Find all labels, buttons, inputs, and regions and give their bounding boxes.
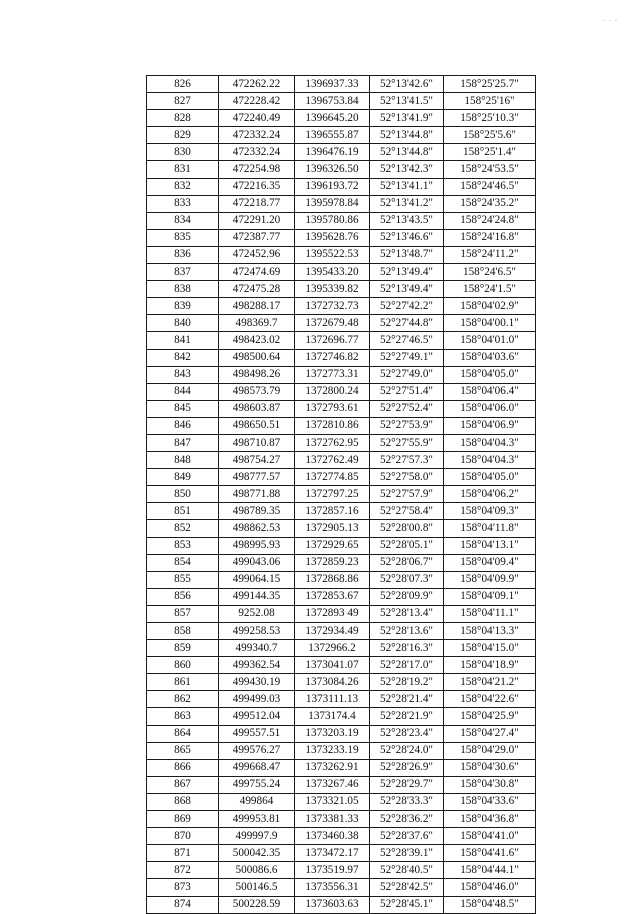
table-row (147, 434, 536, 451)
latitude-cell: 52°27'58.4" (370, 503, 444, 520)
longitude-cell: 158°04'00.1" (444, 315, 536, 332)
latitude-cell: 52°13'41.2" (370, 195, 444, 212)
y-coordinate-cell: 1373174.4 (295, 708, 370, 725)
point-number-cell: 838 (147, 281, 219, 298)
longitude-cell: 158°24'11.2" (444, 246, 536, 263)
point-number-cell: 830 (147, 144, 219, 161)
x-coordinate-cell: 498650.51 (219, 417, 295, 434)
table-row (147, 298, 536, 315)
y-coordinate-cell: 1396476.19 (295, 144, 370, 161)
y-coordinate-cell: 1372929.65 (295, 537, 370, 554)
x-coordinate-cell: 500086.6 (219, 862, 295, 879)
point-number-cell: 853 (147, 537, 219, 554)
latitude-cell: 52°27'46.5" (370, 332, 444, 349)
x-coordinate-cell: 500146.5 (219, 879, 295, 896)
x-coordinate-cell: 9252.08 (219, 605, 295, 622)
latitude-cell: 52°13'43.5" (370, 212, 444, 229)
y-coordinate-cell: 1372793.61 (295, 400, 370, 417)
table-row (147, 725, 536, 742)
table-row (147, 315, 536, 332)
corner-mark: . . . (603, 14, 618, 23)
x-coordinate-cell: 499064.15 (219, 571, 295, 588)
latitude-cell: 52°27'49.0" (370, 366, 444, 383)
y-coordinate-cell: 1372934.49 (295, 623, 370, 640)
latitude-cell: 52°28'24.0" (370, 742, 444, 759)
x-coordinate-cell: 498423.02 (219, 332, 295, 349)
x-coordinate-cell: 498288.17 (219, 298, 295, 315)
point-number-cell: 843 (147, 366, 219, 383)
longitude-cell: 158°04'15.0" (444, 640, 536, 657)
longitude-cell: 158°25'10.3" (444, 110, 536, 127)
latitude-cell: 52°27'49.1" (370, 349, 444, 366)
coordinates-table-body (147, 76, 536, 914)
x-coordinate-cell: 499755.24 (219, 776, 295, 793)
longitude-cell: 158°25'5.6" (444, 127, 536, 144)
table-row (147, 811, 536, 828)
longitude-cell: 158°04'06.4" (444, 383, 536, 400)
latitude-cell: 52°27'51.4" (370, 383, 444, 400)
table-row (147, 452, 536, 469)
latitude-cell: 52°28'06.7" (370, 554, 444, 571)
longitude-cell: 158°04'05.0" (444, 366, 536, 383)
latitude-cell: 52°28'13.6" (370, 623, 444, 640)
point-number-cell: 841 (147, 332, 219, 349)
x-coordinate-cell: 472387.77 (219, 229, 295, 246)
latitude-cell: 52°28'39.1" (370, 845, 444, 862)
point-number-cell: 857 (147, 605, 219, 622)
table-row (147, 366, 536, 383)
longitude-cell: 158°25'16" (444, 93, 536, 110)
latitude-cell: 52°28'29.7" (370, 776, 444, 793)
y-coordinate-cell: 1395339.82 (295, 281, 370, 298)
longitude-cell: 158°04'04.3" (444, 434, 536, 451)
y-coordinate-cell: 1372773.31 (295, 366, 370, 383)
latitude-cell: 52°13'42.6" (370, 76, 444, 93)
x-coordinate-cell: 498603.87 (219, 400, 295, 417)
x-coordinate-cell: 472474.69 (219, 264, 295, 281)
table-row (147, 828, 536, 845)
point-number-cell: 834 (147, 212, 219, 229)
latitude-cell: 52°28'21.9" (370, 708, 444, 725)
x-coordinate-cell: 499362.54 (219, 657, 295, 674)
latitude-cell: 52°13'46.6" (370, 229, 444, 246)
latitude-cell: 52°27'53.9" (370, 417, 444, 434)
y-coordinate-cell: 1372732.73 (295, 298, 370, 315)
x-coordinate-cell: 499997.9 (219, 828, 295, 845)
x-coordinate-cell: 498777.57 (219, 469, 295, 486)
longitude-cell: 158°04'21.2" (444, 674, 536, 691)
latitude-cell: 52°13'41.5" (370, 93, 444, 110)
y-coordinate-cell: 1373111.13 (295, 691, 370, 708)
y-coordinate-cell: 1372800.24 (295, 383, 370, 400)
latitude-cell: 52°28'45.1" (370, 896, 444, 913)
y-coordinate-cell: 1373321.05 (295, 793, 370, 810)
latitude-cell: 52°28'36.2" (370, 811, 444, 828)
point-number-cell: 837 (147, 264, 219, 281)
x-coordinate-cell: 500042.35 (219, 845, 295, 862)
table-row (147, 195, 536, 212)
y-coordinate-cell: 1396753.84 (295, 93, 370, 110)
x-coordinate-cell: 498710.87 (219, 434, 295, 451)
point-number-cell: 860 (147, 657, 219, 674)
table-row (147, 161, 536, 178)
x-coordinate-cell: 499576.27 (219, 742, 295, 759)
longitude-cell: 158°04'11.1" (444, 605, 536, 622)
y-coordinate-cell: 1395628.76 (295, 229, 370, 246)
y-coordinate-cell: 1373556.31 (295, 879, 370, 896)
point-number-cell: 829 (147, 127, 219, 144)
point-number-cell: 836 (147, 246, 219, 263)
table-row (147, 742, 536, 759)
latitude-cell: 52°28'19.2" (370, 674, 444, 691)
latitude-cell: 52°28'42.5" (370, 879, 444, 896)
y-coordinate-cell: 1372797.25 (295, 486, 370, 503)
longitude-cell: 158°24'16.8" (444, 229, 536, 246)
y-coordinate-cell: 1373381.33 (295, 811, 370, 828)
y-coordinate-cell: 1396555.87 (295, 127, 370, 144)
y-coordinate-cell: 1373519.97 (295, 862, 370, 879)
y-coordinate-cell: 1372762.49 (295, 452, 370, 469)
table-row (147, 845, 536, 862)
x-coordinate-cell: 472262.22 (219, 76, 295, 93)
y-coordinate-cell: 1396645.20 (295, 110, 370, 127)
longitude-cell: 158°04'48.5" (444, 896, 536, 913)
longitude-cell: 158°04'06.0" (444, 400, 536, 417)
latitude-cell: 52°28'00.8" (370, 520, 444, 537)
longitude-cell: 158°04'18.9" (444, 657, 536, 674)
latitude-cell: 52°13'49.4" (370, 281, 444, 298)
longitude-cell: 158°04'04.3" (444, 452, 536, 469)
latitude-cell: 52°27'44.8" (370, 315, 444, 332)
x-coordinate-cell: 499953.81 (219, 811, 295, 828)
point-number-cell: 832 (147, 178, 219, 195)
longitude-cell: 158°04'33.6" (444, 793, 536, 810)
y-coordinate-cell: 1373460.38 (295, 828, 370, 845)
table-row (147, 281, 536, 298)
y-coordinate-cell: 1396326.50 (295, 161, 370, 178)
x-coordinate-cell: 498369.7 (219, 315, 295, 332)
latitude-cell: 52°13'41.9" (370, 110, 444, 127)
longitude-cell: 158°04'29.0" (444, 742, 536, 759)
table-row (147, 571, 536, 588)
table-row (147, 264, 536, 281)
x-coordinate-cell: 499512.04 (219, 708, 295, 725)
point-number-cell: 844 (147, 383, 219, 400)
table-row (147, 537, 536, 554)
latitude-cell: 52°28'23.4" (370, 725, 444, 742)
x-coordinate-cell: 499430.19 (219, 674, 295, 691)
table-row (147, 640, 536, 657)
latitude-cell: 52°28'21.4" (370, 691, 444, 708)
y-coordinate-cell: 1372853.67 (295, 588, 370, 605)
longitude-cell: 158°04'09.3" (444, 503, 536, 520)
x-coordinate-cell: 498862.53 (219, 520, 295, 537)
point-number-cell: 847 (147, 434, 219, 451)
y-coordinate-cell: 1373603.63 (295, 896, 370, 913)
point-number-cell: 835 (147, 229, 219, 246)
table-row (147, 110, 536, 127)
x-coordinate-cell: 472452.96 (219, 246, 295, 263)
x-coordinate-cell: 498771.88 (219, 486, 295, 503)
longitude-cell: 158°24'46.5" (444, 178, 536, 195)
x-coordinate-cell: 499144.35 (219, 588, 295, 605)
longitude-cell: 158°04'36.8" (444, 811, 536, 828)
longitude-cell: 158°04'03.6" (444, 349, 536, 366)
longitude-cell: 158°04'05.0" (444, 469, 536, 486)
point-number-cell: 850 (147, 486, 219, 503)
y-coordinate-cell: 1373203.19 (295, 725, 370, 742)
point-number-cell: 828 (147, 110, 219, 127)
x-coordinate-cell: 499340.7 (219, 640, 295, 657)
latitude-cell: 52°28'09.9" (370, 588, 444, 605)
point-number-cell: 866 (147, 759, 219, 776)
y-coordinate-cell: 1372696.77 (295, 332, 370, 349)
x-coordinate-cell: 498498.26 (219, 366, 295, 383)
table-row (147, 674, 536, 691)
x-coordinate-cell: 499557.51 (219, 725, 295, 742)
point-number-cell: 873 (147, 879, 219, 896)
point-number-cell: 851 (147, 503, 219, 520)
point-number-cell: 858 (147, 623, 219, 640)
coordinates-table (146, 75, 536, 914)
table-row (147, 793, 536, 810)
point-number-cell: 856 (147, 588, 219, 605)
table-row (147, 862, 536, 879)
x-coordinate-cell: 499499.03 (219, 691, 295, 708)
table-row (147, 588, 536, 605)
point-number-cell: 849 (147, 469, 219, 486)
x-coordinate-cell: 472475.28 (219, 281, 295, 298)
point-number-cell: 868 (147, 793, 219, 810)
longitude-cell: 158°24'53.5" (444, 161, 536, 178)
x-coordinate-cell: 472240.49 (219, 110, 295, 127)
longitude-cell: 158°04'41.0" (444, 828, 536, 845)
point-number-cell: 871 (147, 845, 219, 862)
point-number-cell: 827 (147, 93, 219, 110)
point-number-cell: 826 (147, 76, 219, 93)
point-number-cell: 869 (147, 811, 219, 828)
latitude-cell: 52°13'49.4" (370, 264, 444, 281)
table-row (147, 144, 536, 161)
y-coordinate-cell: 1373262.91 (295, 759, 370, 776)
x-coordinate-cell: 472216.35 (219, 178, 295, 195)
y-coordinate-cell: 1372868.86 (295, 571, 370, 588)
x-coordinate-cell: 498789.35 (219, 503, 295, 520)
table-row (147, 332, 536, 349)
table-row (147, 383, 536, 400)
y-coordinate-cell: 1372810.86 (295, 417, 370, 434)
point-number-cell: 874 (147, 896, 219, 913)
longitude-cell: 158°04'27.4" (444, 725, 536, 742)
table-row (147, 178, 536, 195)
x-coordinate-cell: 498500.64 (219, 349, 295, 366)
point-number-cell: 861 (147, 674, 219, 691)
x-coordinate-cell: 499864 (219, 793, 295, 810)
latitude-cell: 52°28'40.5" (370, 862, 444, 879)
x-coordinate-cell: 472228.42 (219, 93, 295, 110)
longitude-cell: 158°04'22.6" (444, 691, 536, 708)
x-coordinate-cell: 499258.53 (219, 623, 295, 640)
longitude-cell: 158°24'35.2" (444, 195, 536, 212)
latitude-cell: 52°13'42.3" (370, 161, 444, 178)
x-coordinate-cell: 472254.98 (219, 161, 295, 178)
longitude-cell: 158°24'1.5" (444, 281, 536, 298)
longitude-cell: 158°25'25.7" (444, 76, 536, 93)
point-number-cell: 839 (147, 298, 219, 315)
latitude-cell: 52°13'44.8" (370, 144, 444, 161)
y-coordinate-cell: 1372746.82 (295, 349, 370, 366)
latitude-cell: 52°28'07.3" (370, 571, 444, 588)
latitude-cell: 52°27'58.0" (370, 469, 444, 486)
table-row (147, 879, 536, 896)
x-coordinate-cell: 498754.27 (219, 452, 295, 469)
point-number-cell: 845 (147, 400, 219, 417)
y-coordinate-cell: 1372966.2 (295, 640, 370, 657)
point-number-cell: 846 (147, 417, 219, 434)
latitude-cell: 52°27'42.2" (370, 298, 444, 315)
latitude-cell: 52°28'26.9" (370, 759, 444, 776)
y-coordinate-cell: 1372859.23 (295, 554, 370, 571)
longitude-cell: 158°24'24.8" (444, 212, 536, 229)
longitude-cell: 158°04'11.8" (444, 520, 536, 537)
table-row (147, 400, 536, 417)
latitude-cell: 52°28'37.6" (370, 828, 444, 845)
table-row (147, 246, 536, 263)
table-row (147, 520, 536, 537)
latitude-cell: 52°27'55.9" (370, 434, 444, 451)
table-row (147, 349, 536, 366)
longitude-cell: 158°04'13.3" (444, 623, 536, 640)
longitude-cell: 158°04'06.9" (444, 417, 536, 434)
y-coordinate-cell: 1395433.20 (295, 264, 370, 281)
x-coordinate-cell: 498995.93 (219, 537, 295, 554)
y-coordinate-cell: 1395780.86 (295, 212, 370, 229)
table-row (147, 93, 536, 110)
point-number-cell: 833 (147, 195, 219, 212)
table-row (147, 76, 536, 93)
longitude-cell: 158°04'09.1" (444, 588, 536, 605)
table-row (147, 486, 536, 503)
y-coordinate-cell: 1373267.46 (295, 776, 370, 793)
table-row (147, 469, 536, 486)
point-number-cell: 855 (147, 571, 219, 588)
longitude-cell: 158°04'13.1" (444, 537, 536, 554)
longitude-cell: 158°04'41.6" (444, 845, 536, 862)
y-coordinate-cell: 1395522.53 (295, 246, 370, 263)
latitude-cell: 52°28'13.4" (370, 605, 444, 622)
table-row (147, 691, 536, 708)
table-row (147, 127, 536, 144)
point-number-cell: 842 (147, 349, 219, 366)
longitude-cell: 158°04'44.1" (444, 862, 536, 879)
table-row (147, 417, 536, 434)
latitude-cell: 52°27'57.3" (370, 452, 444, 469)
longitude-cell: 158°04'46.0" (444, 879, 536, 896)
longitude-cell: 158°04'09.9" (444, 571, 536, 588)
y-coordinate-cell: 1372774.85 (295, 469, 370, 486)
point-number-cell: 859 (147, 640, 219, 657)
point-number-cell: 848 (147, 452, 219, 469)
table-row (147, 605, 536, 622)
table-row (147, 503, 536, 520)
point-number-cell: 863 (147, 708, 219, 725)
x-coordinate-cell: 472218.77 (219, 195, 295, 212)
longitude-cell: 158°04'06.2" (444, 486, 536, 503)
longitude-cell: 158°04'25.9" (444, 708, 536, 725)
point-number-cell: 870 (147, 828, 219, 845)
point-number-cell: 831 (147, 161, 219, 178)
point-number-cell: 852 (147, 520, 219, 537)
latitude-cell: 52°13'48.7" (370, 246, 444, 263)
latitude-cell: 52°27'52.4" (370, 400, 444, 417)
latitude-cell: 52°28'16.3" (370, 640, 444, 657)
table-row (147, 708, 536, 725)
x-coordinate-cell: 472332.24 (219, 144, 295, 161)
x-coordinate-cell: 472332.24 (219, 127, 295, 144)
x-coordinate-cell: 500228.59 (219, 896, 295, 913)
latitude-cell: 52°13'44.8" (370, 127, 444, 144)
table-row (147, 657, 536, 674)
table-row (147, 623, 536, 640)
y-coordinate-cell: 1372679.48 (295, 315, 370, 332)
point-number-cell: 872 (147, 862, 219, 879)
latitude-cell: 52°27'57.9" (370, 486, 444, 503)
longitude-cell: 158°25'1.4" (444, 144, 536, 161)
latitude-cell: 52°28'33.3" (370, 793, 444, 810)
x-coordinate-cell: 472291.20 (219, 212, 295, 229)
longitude-cell: 158°04'09.4" (444, 554, 536, 571)
y-coordinate-cell: 1396193.72 (295, 178, 370, 195)
table-row (147, 229, 536, 246)
longitude-cell: 158°24'6.5" (444, 264, 536, 281)
y-coordinate-cell: 1372762.95 (295, 434, 370, 451)
longitude-cell: 158°04'30.8" (444, 776, 536, 793)
table-row (147, 776, 536, 793)
y-coordinate-cell: 1372905.13 (295, 520, 370, 537)
point-number-cell: 865 (147, 742, 219, 759)
y-coordinate-cell: 1395978.84 (295, 195, 370, 212)
y-coordinate-cell: 1373041.07 (295, 657, 370, 674)
table-row (147, 759, 536, 776)
latitude-cell: 52°28'17.0" (370, 657, 444, 674)
table-row (147, 212, 536, 229)
y-coordinate-cell: 1373472.17 (295, 845, 370, 862)
point-number-cell: 862 (147, 691, 219, 708)
point-number-cell: 854 (147, 554, 219, 571)
table-row (147, 554, 536, 571)
longitude-cell: 158°04'01.0" (444, 332, 536, 349)
x-coordinate-cell: 499043.06 (219, 554, 295, 571)
x-coordinate-cell: 498573.79 (219, 383, 295, 400)
y-coordinate-cell: 1373233.19 (295, 742, 370, 759)
point-number-cell: 864 (147, 725, 219, 742)
y-coordinate-cell: 1373084.26 (295, 674, 370, 691)
y-coordinate-cell: 1372893 49 (295, 605, 370, 622)
y-coordinate-cell: 1396937.33 (295, 76, 370, 93)
longitude-cell: 158°04'30.6" (444, 759, 536, 776)
latitude-cell: 52°13'41.1" (370, 178, 444, 195)
latitude-cell: 52°28'05.1" (370, 537, 444, 554)
x-coordinate-cell: 499668.47 (219, 759, 295, 776)
longitude-cell: 158°04'02.9" (444, 298, 536, 315)
point-number-cell: 867 (147, 776, 219, 793)
point-number-cell: 840 (147, 315, 219, 332)
y-coordinate-cell: 1372857.16 (295, 503, 370, 520)
